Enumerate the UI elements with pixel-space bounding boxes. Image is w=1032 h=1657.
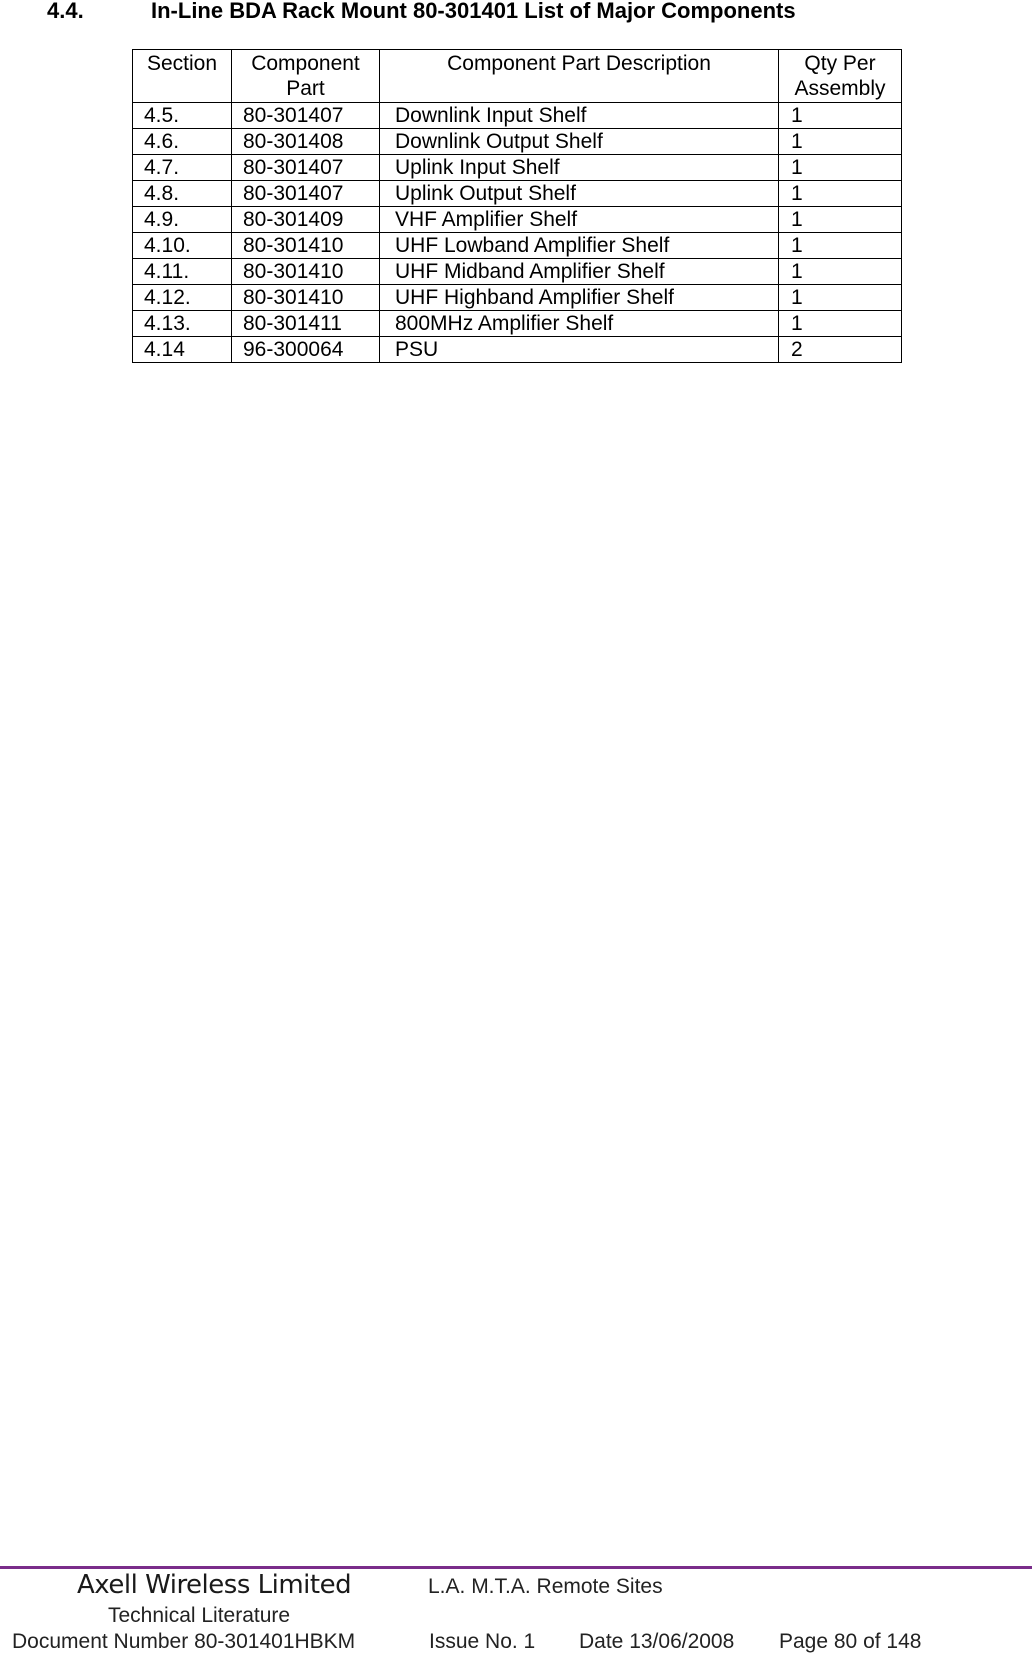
cell-part: 80-301407 (232, 155, 380, 181)
cell-description: Uplink Output Shelf (380, 181, 779, 207)
cell-part: 96-300064 (232, 337, 380, 363)
cell-part: 80-301408 (232, 129, 380, 155)
cell-section: 4.7. (133, 155, 232, 181)
company-name: Axell Wireless Limited (77, 1570, 352, 1600)
page-number: Page 80 of 148 (779, 1630, 922, 1653)
cell-part: 80-301410 (232, 259, 380, 285)
cell-part: 80-301407 (232, 103, 380, 129)
cell-description: Downlink Input Shelf (380, 103, 779, 129)
cell-qty: 1 (779, 103, 902, 129)
header-component-part: Component Part (232, 50, 380, 103)
cell-description: Downlink Output Shelf (380, 129, 779, 155)
cell-description: Uplink Input Shelf (380, 155, 779, 181)
cell-description: UHF Lowband Amplifier Shelf (380, 233, 779, 259)
table-row (133, 103, 902, 129)
cell-description: 800MHz Amplifier Shelf (380, 311, 779, 337)
table-row (133, 233, 902, 259)
cell-part: 80-301409 (232, 207, 380, 233)
cell-qty: 1 (779, 259, 902, 285)
header-section: Section (133, 50, 232, 103)
cell-qty: 1 (779, 181, 902, 207)
cell-part: 80-301407 (232, 181, 380, 207)
table-row (133, 285, 902, 311)
cell-description: VHF Amplifier Shelf (380, 207, 779, 233)
header-qty: Qty Per Assembly (779, 50, 902, 103)
cell-qty: 1 (779, 207, 902, 233)
table-header-row (133, 50, 902, 103)
cell-part: 80-301410 (232, 233, 380, 259)
section-number: 4.4. (47, 0, 84, 23)
cell-qty: 1 (779, 285, 902, 311)
cell-section: 4.11. (133, 259, 232, 285)
footer-subtitle: Technical Literature (108, 1604, 291, 1627)
table-row (133, 181, 902, 207)
cell-section: 4.10. (133, 233, 232, 259)
table-row (133, 337, 902, 363)
table-row (133, 129, 902, 155)
table-row (133, 155, 902, 181)
cell-description: PSU (380, 337, 779, 363)
cell-section: 4.8. (133, 181, 232, 207)
cell-section: 4.13. (133, 311, 232, 337)
cell-description: UHF Highband Amplifier Shelf (380, 285, 779, 311)
document-number: Document Number 80-301401HBKM (12, 1630, 356, 1653)
cell-part: 80-301411 (232, 311, 380, 337)
document-info-line (12, 1630, 921, 1654)
document-date: Date 13/06/2008 (579, 1630, 735, 1653)
cell-description: UHF Midband Amplifier Shelf (380, 259, 779, 285)
table-row (133, 259, 902, 285)
cell-part: 80-301410 (232, 285, 380, 311)
cell-qty: 2 (779, 337, 902, 363)
issue-number: Issue No. 1 (429, 1630, 536, 1653)
section-heading (47, 0, 987, 24)
cell-qty: 1 (779, 155, 902, 181)
cell-section: 4.9. (133, 207, 232, 233)
site-name: L.A. M.T.A. Remote Sites (428, 1575, 663, 1598)
cell-section: 4.12. (133, 285, 232, 311)
table-row (133, 311, 902, 337)
section-title: In-Line BDA Rack Mount 80-301401 List of Major Components (151, 0, 796, 23)
components-table (132, 49, 902, 363)
cell-section: 4.6. (133, 129, 232, 155)
cell-qty: 1 (779, 311, 902, 337)
cell-section: 4.5. (133, 103, 232, 129)
cell-section: 4.14 (133, 337, 232, 363)
cell-qty: 1 (779, 233, 902, 259)
table-row (133, 207, 902, 233)
cell-qty: 1 (779, 129, 902, 155)
header-description: Component Part Description (380, 50, 779, 103)
footer-divider (0, 1566, 1032, 1569)
